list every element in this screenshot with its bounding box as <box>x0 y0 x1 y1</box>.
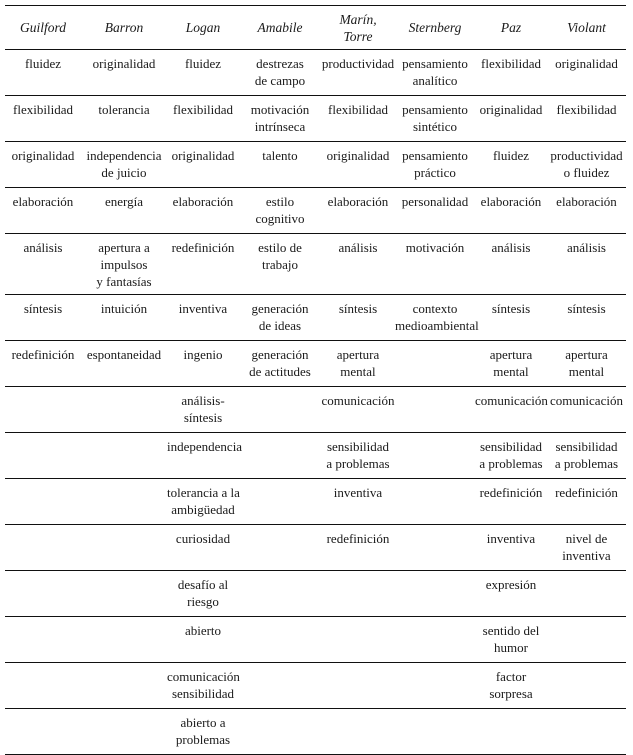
table-cell-logan <box>167 234 239 295</box>
cell-text: flexibilidad <box>173 102 233 117</box>
table-row <box>5 234 626 295</box>
table-row <box>5 709 626 755</box>
table-cell-amabile <box>239 234 321 295</box>
cell-text: abierto a <box>180 715 226 730</box>
table-cell-violant <box>547 142 626 188</box>
table-row <box>5 663 626 709</box>
cell-text: y fantasías <box>96 274 152 289</box>
table-cell-amabile <box>239 387 321 433</box>
cell-text: de actitudes <box>249 364 311 379</box>
table-cell-barron <box>81 433 167 479</box>
table-cell-marin-torre <box>321 571 395 617</box>
column-header-text: Paz <box>500 20 522 35</box>
table-cell-guilford <box>5 234 81 295</box>
header-row <box>5 6 626 50</box>
table-cell-marin-torre <box>321 142 395 188</box>
cell-text: redefinición <box>479 485 543 500</box>
cell-text: elaboración <box>556 194 617 209</box>
table-cell-paz <box>475 142 547 188</box>
cell-text: inventiva <box>562 548 611 563</box>
cell-text: síntesis <box>23 301 63 316</box>
cell-text: nivel de <box>565 531 608 546</box>
table-cell-logan <box>167 341 239 387</box>
table-cell-sternberg <box>395 525 475 571</box>
cell-text: productividad <box>321 56 395 71</box>
cell-text: originalidad <box>11 148 75 163</box>
table-row <box>5 295 626 341</box>
column-header-marin-torre <box>321 6 395 50</box>
table-cell-logan <box>167 433 243 479</box>
table-cell-violant <box>547 387 626 433</box>
cell-text: fluidez <box>24 56 62 71</box>
cell-text: productividad <box>550 148 623 163</box>
cell-text: trabajo <box>261 257 299 272</box>
cell-text: flexibilidad <box>556 102 617 117</box>
cell-text: fluidez <box>492 148 530 163</box>
cell-text: elaboración <box>172 194 234 209</box>
table-cell-amabile <box>239 617 321 663</box>
table-cell-violant <box>547 234 626 295</box>
cell-text: de juicio <box>101 165 147 180</box>
cell-text: contexto <box>412 301 458 316</box>
table-cell-guilford <box>5 96 81 142</box>
cell-text: sintético <box>412 119 458 134</box>
cell-text: análisis <box>567 240 606 255</box>
table-cell-violant <box>547 295 626 341</box>
cell-text: inventiva <box>333 485 383 500</box>
table-cell-marin-torre <box>321 96 395 142</box>
column-header-text: Logan <box>185 20 221 35</box>
table-cell-marin-torre <box>321 617 395 663</box>
table-cell-paz <box>475 96 547 142</box>
table-cell-amabile <box>239 479 321 525</box>
table-cell-marin-torre <box>321 188 395 234</box>
table-cell-guilford <box>5 617 81 663</box>
table-cell-barron <box>81 479 167 525</box>
cell-text: problemas <box>175 732 231 747</box>
table-row <box>5 341 626 387</box>
cell-text: energía <box>104 194 144 209</box>
table-row <box>5 188 626 234</box>
cell-text: intrínseca <box>254 119 306 134</box>
cell-text: talento <box>262 148 298 163</box>
table-body <box>5 50 626 755</box>
table-cell-barron <box>81 571 167 617</box>
cell-text: redefinición <box>326 531 390 546</box>
table-cell-violant <box>547 433 626 479</box>
table-cell-guilford <box>5 433 81 479</box>
cell-text: originalidad <box>479 102 543 117</box>
table-cell-sternberg <box>395 387 475 433</box>
table-cell-paz <box>475 188 547 234</box>
cell-text: sensibilidad <box>479 439 543 454</box>
table-cell-violant <box>547 479 626 525</box>
cell-text: tolerancia <box>98 102 150 117</box>
table-cell-violant <box>547 617 626 663</box>
cell-text: impulsos <box>100 257 148 272</box>
table-cell-sternberg <box>395 234 475 295</box>
column-header-amabile <box>239 6 321 50</box>
cell-text: generación <box>251 301 309 316</box>
column-header-text: Violant <box>567 20 606 35</box>
table-cell-guilford <box>5 709 81 755</box>
table-cell-logan <box>167 188 239 234</box>
cell-text: síntesis <box>183 410 223 425</box>
cell-text: pensamiento <box>402 148 468 163</box>
cell-text: originalidad <box>555 56 618 71</box>
cell-text: originalidad <box>92 56 156 71</box>
cell-text: comunicación <box>550 393 623 408</box>
cell-text: fluidez <box>184 56 222 71</box>
cell-text: elaboración <box>12 194 74 209</box>
table-cell-amabile <box>239 525 321 571</box>
column-header-text: Marín, <box>339 11 377 27</box>
table-cell-barron <box>81 142 167 188</box>
table-cell-paz <box>475 50 547 96</box>
table-cell-paz <box>475 571 547 617</box>
column-header-text: Sternberg <box>408 20 462 35</box>
table-cell-guilford <box>5 571 81 617</box>
table-cell-barron <box>81 663 167 709</box>
cell-text: tolerancia a la <box>167 485 240 500</box>
table-cell-guilford <box>5 479 81 525</box>
cell-text: síntesis <box>338 301 378 316</box>
table-cell-marin-torre <box>321 433 395 479</box>
table-cell-marin-torre <box>321 341 395 387</box>
table-cell-logan <box>167 96 239 142</box>
table-cell-amabile <box>239 295 321 341</box>
cell-text: apertura <box>489 347 533 362</box>
cell-text: de ideas <box>258 318 302 333</box>
table-cell-sternberg <box>395 96 475 142</box>
table-cell-violant <box>547 663 626 709</box>
table-cell-violant <box>547 571 626 617</box>
cell-text: apertura <box>336 347 380 362</box>
cell-text: ambigüedad <box>171 502 235 517</box>
cell-text: sorpresa <box>489 686 533 701</box>
cell-text: comunicación <box>167 669 240 684</box>
cell-text: destrezas <box>256 56 304 71</box>
column-header-sternberg <box>395 6 475 50</box>
cell-text: pensamiento <box>402 56 468 71</box>
table-cell-marin-torre <box>321 479 395 525</box>
cell-text: redefinición <box>555 485 618 500</box>
table-cell-logan <box>167 663 239 709</box>
cell-text: motivación <box>250 102 310 117</box>
column-header-violant <box>547 6 626 50</box>
table-row <box>5 617 626 663</box>
column-header-text: Barron <box>104 20 144 35</box>
column-header-guilford <box>5 6 81 50</box>
table-cell-logan <box>167 295 239 341</box>
table-cell-amabile <box>239 663 321 709</box>
table-cell-marin-torre <box>321 525 395 571</box>
cell-text: abierto <box>184 623 222 638</box>
table-cell-violant <box>547 188 626 234</box>
table-cell-sternberg <box>395 479 475 525</box>
table-header <box>5 6 626 50</box>
table-cell-sternberg <box>395 617 475 663</box>
table-cell-amabile <box>239 433 321 479</box>
cell-text: síntesis <box>491 301 531 316</box>
table-cell-paz <box>475 525 547 571</box>
table-cell-sternberg <box>395 571 475 617</box>
cell-text: riesgo <box>187 594 219 609</box>
table-cell-sternberg <box>395 295 479 341</box>
cell-text: de campo <box>254 73 306 88</box>
cell-text: estilo de <box>258 240 302 255</box>
creativity-factors-table <box>5 5 626 755</box>
cell-text: espontaneidad <box>86 347 162 362</box>
table-cell-sternberg <box>395 142 475 188</box>
table-cell-barron <box>81 709 167 755</box>
cell-text: flexibilidad <box>328 102 388 117</box>
cell-text: análisis <box>491 240 531 255</box>
table-cell-barron <box>81 96 167 142</box>
table-cell-logan <box>167 479 239 525</box>
table-cell-sternberg <box>395 341 475 387</box>
table-cell-logan <box>167 387 239 433</box>
table-cell-guilford <box>5 50 81 96</box>
cell-text: redefinición <box>11 347 75 362</box>
table-cell-barron <box>81 617 167 663</box>
table-row <box>5 525 626 571</box>
table-cell-sternberg <box>395 663 475 709</box>
table-cell-barron <box>81 188 167 234</box>
table-cell-guilford <box>5 295 81 341</box>
cell-text: síntesis <box>567 301 606 316</box>
cell-text: análisis <box>23 240 63 255</box>
table-cell-paz <box>475 479 547 525</box>
table-cell-marin-torre <box>321 50 395 96</box>
cell-text: elaboración <box>327 194 389 209</box>
cell-text: a problemas <box>479 456 543 471</box>
cell-text: medioambiental <box>395 318 479 333</box>
table-cell-paz <box>475 663 547 709</box>
table-cell-paz <box>475 709 547 755</box>
table-row <box>5 571 626 617</box>
table-cell-paz <box>475 433 547 479</box>
table-cell-amabile <box>239 142 321 188</box>
table-cell-sternberg <box>395 50 475 96</box>
cell-text: independencia <box>167 439 243 454</box>
table-cell-guilford <box>5 525 81 571</box>
cell-text: redefinición <box>171 240 235 255</box>
table-cell-logan <box>167 571 239 617</box>
cell-text: sentido del <box>482 623 540 638</box>
table-cell-sternberg <box>395 433 475 479</box>
cell-text: apertura <box>565 347 608 362</box>
table-cell-marin-torre <box>321 663 395 709</box>
table-row <box>5 142 626 188</box>
cell-text: ingenio <box>183 347 223 362</box>
cell-text: cognitivo <box>255 211 305 226</box>
table-cell-logan <box>167 525 239 571</box>
cell-text: comunicación <box>475 393 548 408</box>
column-header-text: Amabile <box>257 20 303 35</box>
table-cell-sternberg <box>395 188 475 234</box>
cell-text: curiosidad <box>175 531 231 546</box>
table-cell-paz <box>475 387 547 433</box>
cell-text: a problemas <box>554 456 619 471</box>
cell-text: sensibilidad <box>555 439 618 454</box>
cell-text: flexibilidad <box>13 102 73 117</box>
cell-text: mental <box>493 364 529 379</box>
cell-text: mental <box>340 364 376 379</box>
cell-text: originalidad <box>171 148 235 163</box>
table-cell-marin-torre <box>321 709 395 755</box>
cell-text: personalidad <box>401 194 469 209</box>
cell-text: análisis <box>338 240 378 255</box>
table-cell-violant <box>547 341 626 387</box>
table-cell-marin-torre <box>321 387 395 433</box>
cell-text: práctico <box>414 165 456 180</box>
table-cell-barron <box>81 525 167 571</box>
cell-text: flexibilidad <box>481 56 541 71</box>
cell-text: estilo <box>265 194 295 209</box>
cell-text: intuición <box>100 301 148 316</box>
cell-text: inventiva <box>486 531 536 546</box>
column-header-text: Torre <box>343 28 373 44</box>
table-cell-guilford <box>5 387 81 433</box>
cell-text: factor <box>495 669 527 684</box>
table-cell-guilford <box>5 341 81 387</box>
cell-text: mental <box>568 364 605 379</box>
table-cell-sternberg <box>395 709 475 755</box>
cell-text: generación <box>251 347 309 362</box>
cell-text: expresión <box>485 577 537 592</box>
table-cell-amabile <box>239 709 321 755</box>
table-cell-violant <box>547 709 626 755</box>
cell-text: apertura a <box>98 240 150 255</box>
table-cell-violant <box>547 525 626 571</box>
cell-text: independencia <box>86 148 162 163</box>
table-cell-guilford <box>5 142 81 188</box>
column-header-logan <box>167 6 239 50</box>
table-cell-barron <box>81 341 167 387</box>
table-row <box>5 96 626 142</box>
table-cell-barron <box>81 295 167 341</box>
table-cell-logan <box>167 617 239 663</box>
cell-text: a problemas <box>326 456 390 471</box>
cell-text: desafío al <box>177 577 229 592</box>
cell-text: o fluidez <box>563 165 610 180</box>
table-cell-marin-torre <box>321 234 395 295</box>
table-row <box>5 50 626 96</box>
table-row <box>5 433 626 479</box>
table-cell-logan <box>167 142 239 188</box>
table-cell-barron <box>81 234 167 295</box>
table-cell-paz <box>475 341 547 387</box>
cell-text: analítico <box>412 73 458 88</box>
table-cell-violant <box>547 96 626 142</box>
cell-text: sensibilidad <box>171 686 235 701</box>
table-cell-amabile <box>239 341 321 387</box>
cell-text: inventiva <box>178 301 228 316</box>
table-cell-barron <box>81 50 167 96</box>
cell-text: comunicación <box>321 393 395 408</box>
table-cell-guilford <box>5 663 81 709</box>
table-cell-violant <box>547 50 626 96</box>
table-cell-marin-torre <box>321 295 395 341</box>
table-cell-paz <box>475 617 547 663</box>
table-cell-amabile <box>239 50 321 96</box>
column-header-text: Guilford <box>19 20 66 35</box>
column-header-paz <box>475 6 547 50</box>
table-cell-paz <box>475 295 547 341</box>
table-cell-amabile <box>239 188 321 234</box>
table-cell-paz <box>475 234 547 295</box>
table-cell-logan <box>167 50 239 96</box>
cell-text: motivación <box>405 240 465 255</box>
cell-text: pensamiento <box>402 102 468 117</box>
table-row <box>5 387 626 433</box>
table-cell-barron <box>81 387 167 433</box>
table-cell-amabile <box>239 96 321 142</box>
table-cell-logan <box>167 709 239 755</box>
table-row <box>5 479 626 525</box>
cell-text: sensibilidad <box>326 439 390 454</box>
table-cell-amabile <box>239 571 321 617</box>
cell-text: análisis- <box>181 393 225 408</box>
table-cell-guilford <box>5 188 81 234</box>
cell-text: humor <box>494 640 528 655</box>
cell-text: originalidad <box>326 148 390 163</box>
cell-text: elaboración <box>480 194 542 209</box>
column-header-barron <box>81 6 167 50</box>
